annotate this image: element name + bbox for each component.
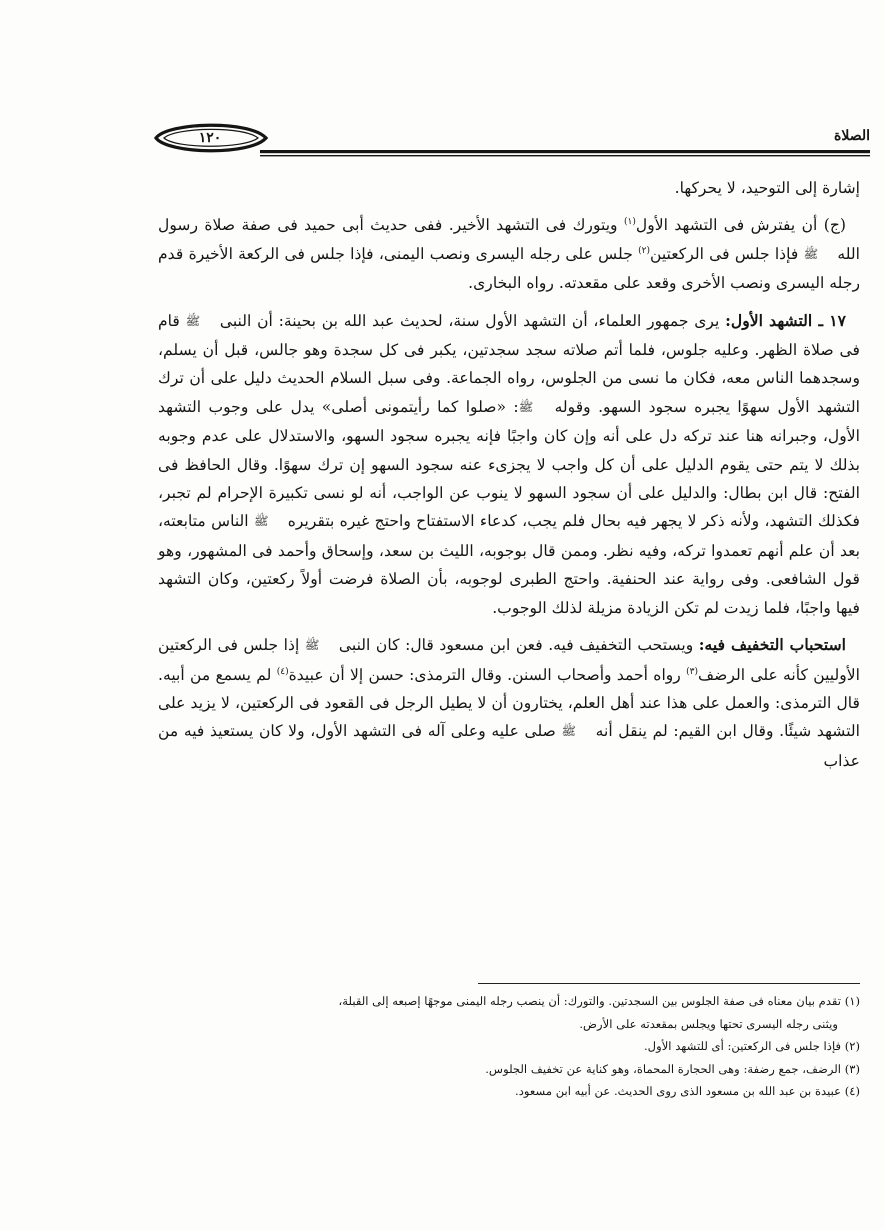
footnote-2: (٢) فإذا جلس فى الركعتين: أى للتشهد الأول.: [643, 1039, 860, 1053]
paragraph-3-text-c: : «صلوا كما رأيتمونى أصلى» يدل على وجوب التشهد الأول، وجبرانه هنا عند تركه دل على أنه وإن كان واجبًا فإنه يجبره سجود السهو، والاستدلال على عدم وجوبه بذلك لا يتم حتى يقوم الدليل على أن كل واجب لا يجزىء عنه سجود السهو إن ترك سهوًا. وقال الحافظ فى الفتح: قال ابن بطال: والدليل على أن سجود السهو لا ينوب عن الواجب، أنه لو نسى تكبيرة الإحرام لم تجبر، فكذلك التشهد، ولأنه ذكر لا يجهر فيه بحال فلم يجب، كدعاء الاستفتاح واحتج غيره بتقريره: [158, 397, 860, 531]
paragraph-4-text-b: إذا جلس فى الركعتين الأوليين كأنه على الرضف: [158, 636, 860, 684]
paragraph-4-text-c: رواه أحمد وأصحاب السنن. وقال الترمذى: حسن إلا أن عبيدة: [288, 665, 687, 684]
footnote-ref-1[interactable]: (١): [623, 217, 636, 228]
section-heading-first-tashahhud: ١٧ ـ التشهد الأول:: [725, 310, 846, 330]
salutation-glyph: ﷺ: [185, 313, 201, 328]
paragraph-3: [158, 307, 860, 622]
paragraph-4-text-d: لم يسمع من أبيه. قال الترمذى: والعمل على هذا عند أهل العلم، يختارون أن لا يطيل الرجل فى القعود فى الركعتين، لا يزيد على التشهد شيئًا. وقال ابن القيم: لم ينقل أنه: [158, 665, 860, 741]
page-number: ١٢٠: [198, 130, 222, 146]
header-rule: [260, 150, 870, 158]
footnote-separator: [478, 983, 860, 984]
paragraph-2-text-d: جلس على رجله اليسرى ونصب اليمنى، فإذا جلس فى الركعة الأخيرة قدم رجله اليسرى ونصب الأخرى وقعد على مقعدته. رواه البخارى.: [158, 244, 860, 293]
paragraph-1-text: إشارة إلى التوحيد، لا يحركها.: [674, 179, 860, 197]
salutation-glyph: ﷺ: [304, 638, 320, 653]
paragraph-3-text-d: الناس متابعته، بعد أن علم أنهم تعمدوا تركه، وفيه نظر. وممن قال بوجوبه، الليث بن سعد، وإسحاق وأحمد فى المشهور، وهو قول الشافعى. وفى رواية عند الحنفية. واحتج الطبرى لوجوبه، بأن الصلاة فرضت أولاً ركعتين، وكان التشهد فيها واجبًا، فلما زيدت لم تكن الزيادة مزيلة لذلك الوجوب.: [158, 512, 860, 617]
footnote-ref-2[interactable]: (٢): [638, 245, 650, 256]
paragraph-3-text-b: قام فى صلاة الظهر. وعليه جلوس، فلما أتم صلاته سجد سجدتين، يكبر فى كل سجدة وهو جالس، قبل أن يسلم، وسجدهما الناس معه، فكان ما نسى من الجلوس، رواه الجماعة. وفى سبل السلام الحديث دليل على أن ترك التشهد الأول سهوًا يجبره سجود السهو. وقوله: [158, 311, 860, 416]
footnote-1: (١) تقدم بيان معناه فى صفة الجلوس بين السجدتين. والتورك: أن ينصب رجله اليمنى موجهًا إصبعه إلى القبلة،: [338, 994, 860, 1008]
paragraph-4-text-a: ويستحب التخفيف فيه. فعن ابن مسعود قال: كان النبى: [333, 636, 699, 655]
footnotes: [158, 990, 860, 1103]
paragraph-2-text-b: ويتورك فى التشهد الأخير. ففى حديث أبى حميد فى صفة صلاة رسول الله: [158, 216, 860, 263]
chapter-title: الصلاة: [834, 128, 870, 144]
paragraph-2-text-c: فإذا جلس فى الركعتين: [649, 244, 804, 263]
paragraph-2-text-a: (ج) أن يفترش فى التشهد الأول: [635, 216, 846, 235]
salutation-glyph: ﷺ: [561, 724, 577, 739]
salutation-glyph: ﷺ: [803, 246, 819, 261]
paragraph-4-text-e: صلى عليه وعلى آله فى التشهد الأول، ولا كان يستعيذ فيه من عذاب: [158, 722, 860, 770]
footnote-1-continuation: ويثنى رجله اليسرى تحتها ويجلس بمقعدته على الأرض.: [579, 1016, 838, 1031]
section-heading-lightness: استحباب التخفيف فيه:: [698, 635, 846, 655]
paragraph-2: [158, 211, 860, 297]
salutation-glyph: ﷺ: [518, 399, 534, 414]
footnote-4: (٤) عبيدة بن عبد الله بن مسعود الذى روى الحديث. عن أبيه ابن مسعود.: [515, 1084, 860, 1098]
paragraph-1: [158, 174, 860, 202]
page-header: [150, 118, 870, 170]
footnote-ref-3[interactable]: (٣): [686, 666, 698, 677]
main-text: [158, 174, 860, 784]
salutation-glyph: ﷺ: [253, 514, 269, 529]
page-number-badge: [150, 118, 270, 158]
footnote-3: (٣) الرضف، جمع رضفة: وهى الحجارة المحماة، وهو كناية عن تخفيف الجلوس.: [485, 1061, 860, 1076]
footnote-ref-4[interactable]: (٤): [276, 666, 289, 677]
paragraph-4: [158, 631, 860, 775]
paragraph-3-text-a: يرى جمهور العلماء، أن التشهد الأول سنة، لحديث عبد الله بن بحينة: أن النبى: [214, 311, 726, 330]
